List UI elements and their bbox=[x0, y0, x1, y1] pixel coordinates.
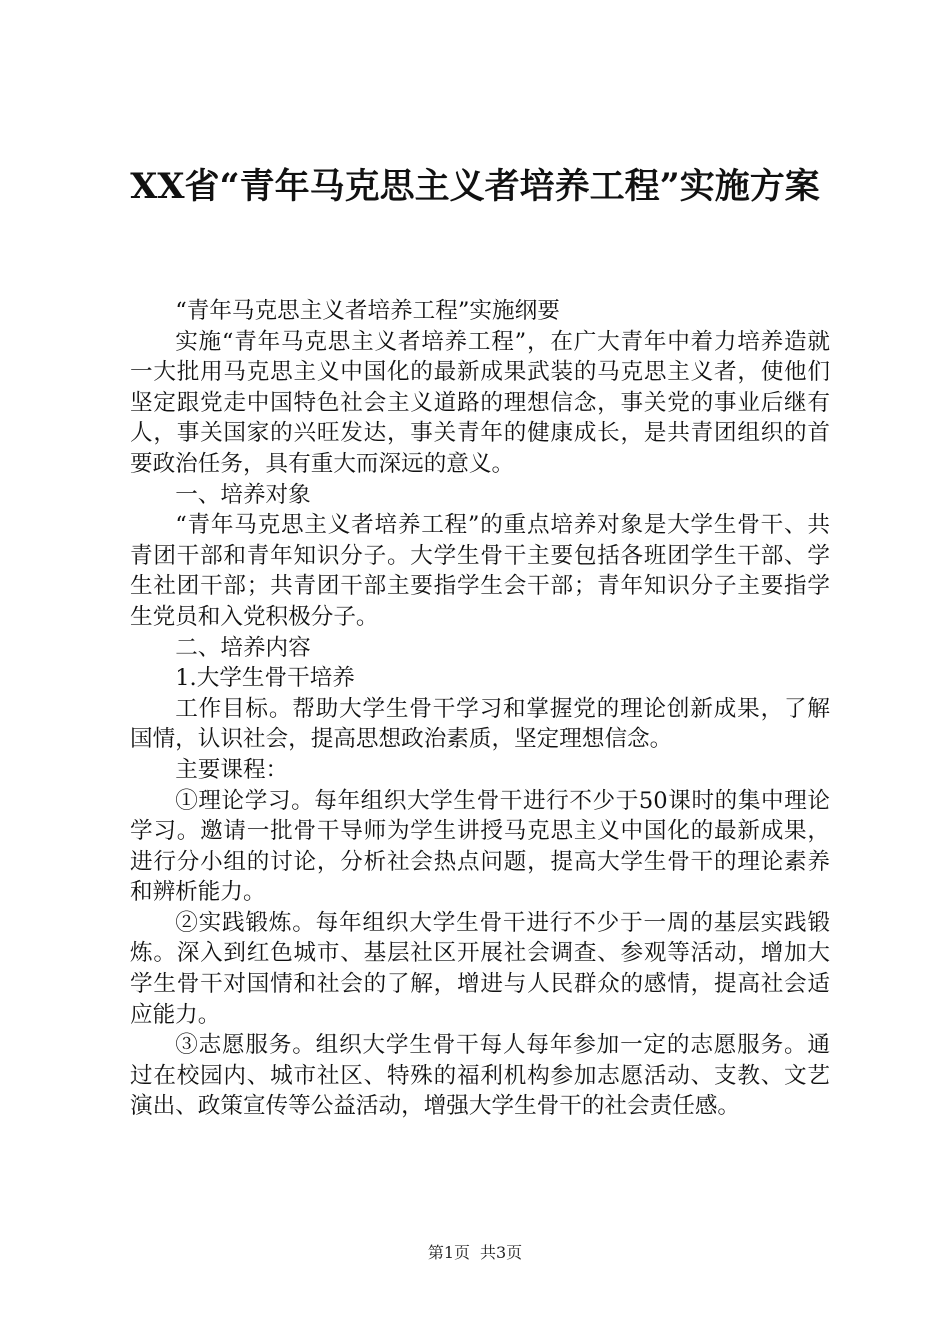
document-title: XX省“青年马克思主义者培养工程”实施方案 bbox=[130, 166, 820, 207]
page-footer bbox=[0, 1243, 950, 1263]
body-paragraph-6: ①理论学习。每年组织大学生骨干进行不少于50课时的集中理论学习。邀请一批骨干导师为学生讲授马克思主义中国化的最新成果，进行分小组的讨论，分析社会热点问题，提高大学生骨干的理论素养和辨析能力。 bbox=[130, 787, 830, 906]
subsection-heading-1: 1.大学生骨干培养 bbox=[175, 665, 355, 692]
body-paragraph-7: ②实践锻炼。每年组织大学生骨干进行不少于一周的基层实践锻炼。深入到红色城市、基层社区开展社会调查、参观等活动，增加大学生骨干对国情和社会的了解，增进与人民群众的感情，提高社会适应能力。 bbox=[130, 909, 830, 1028]
section-heading-1: 一、培养对象 bbox=[175, 481, 311, 508]
body-paragraph-5: 主要课程： bbox=[175, 756, 289, 783]
body-paragraph-2: 实施“青年马克思主义者培养工程”，在广大青年中着力培养造就一大批用马克思主义中国化的最新成果武装的马克思主义者，使他们坚定跟党走中国特色社会主义道路的理想信念，事关党的事业后继有人，事关国家的兴旺发达，事关青年的健康成长，是共青团组织的首要政治任务，具有重大而深远的意义。 bbox=[130, 328, 830, 477]
section-heading-2: 二、培养内容 bbox=[175, 634, 311, 661]
body-paragraph-3: “青年马克思主义者培养工程”的重点培养对象是大学生骨干、共青团干部和青年知识分子。大学生骨干主要包括各班团学生干部、学生社团干部；共青团干部主要指学生会干部；青年知识分子主要指学生党员和入党积极分子。 bbox=[130, 512, 830, 630]
body-paragraph-4: 工作目标。帮助大学生骨干学习和掌握党的理论创新成果，了解国情，认识社会，提高思想政治素质，坚定理想信念。 bbox=[130, 695, 830, 753]
document-body bbox=[130, 296, 830, 1122]
body-paragraph-1: “青年马克思主义者培养工程”实施纲要 bbox=[175, 298, 560, 324]
page-total: 共3页 bbox=[480, 1243, 523, 1262]
page-number: 第1页 bbox=[427, 1243, 470, 1262]
body-paragraph-8: ③志愿服务。组织大学生骨干每人每年参加一定的志愿服务。通过在校园内、城市社区、特殊的福利机构参加志愿活动、支教、文艺演出、政策宣传等公益活动，增强大学生骨干的社会责任感。 bbox=[130, 1032, 830, 1120]
